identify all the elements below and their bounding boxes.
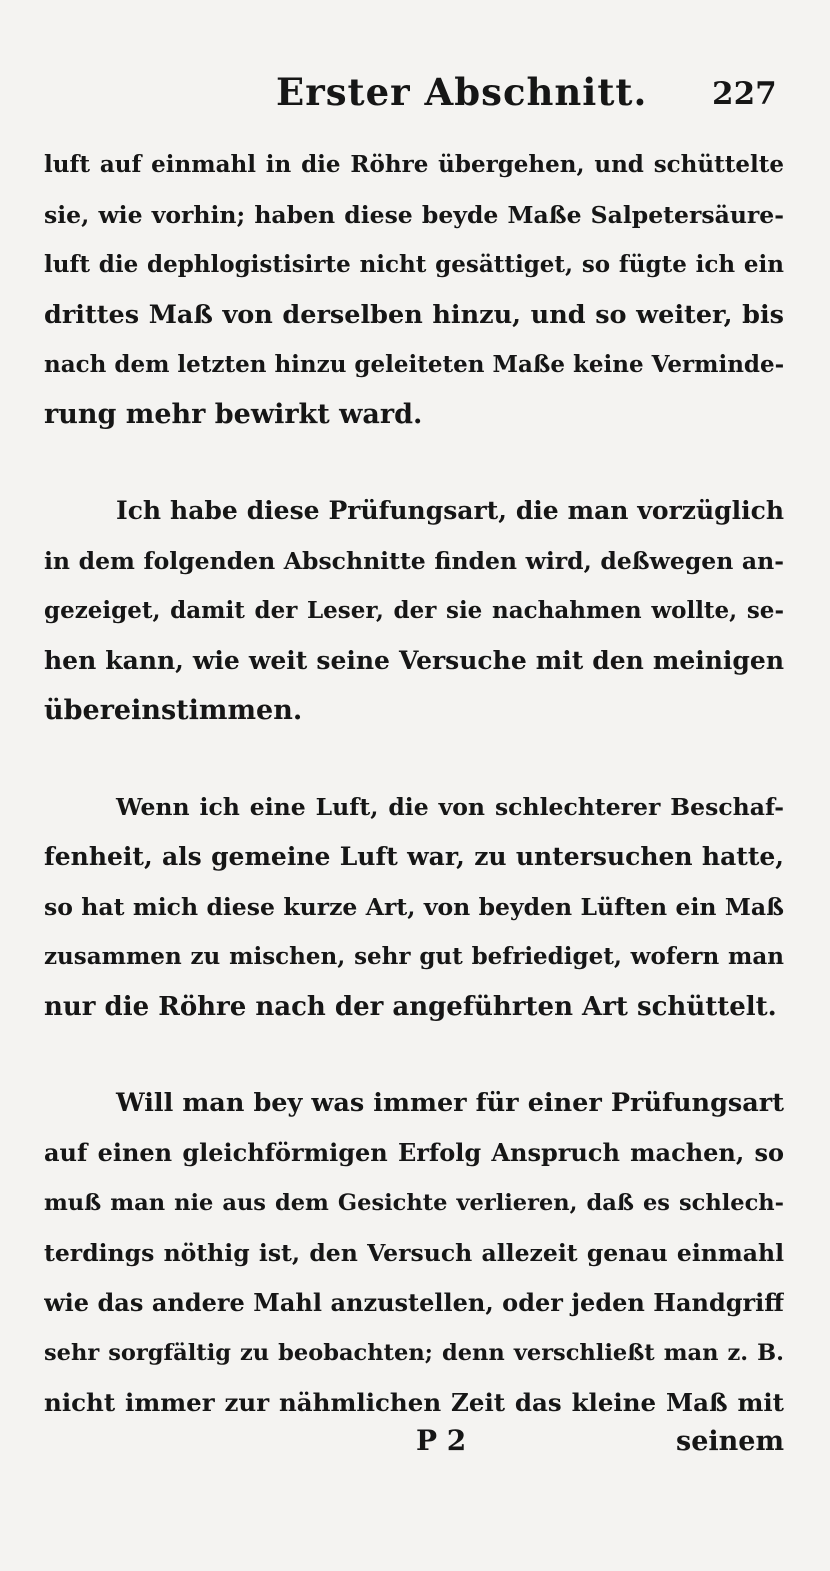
text-line: Will man bey was immer für einer Prüfungsart xyxy=(116,1088,784,1118)
text-line: Wenn ich eine Luft, die von schlechterer Beschaf- xyxy=(116,793,784,821)
text-line: wie das andere Mahl anzustellen, oder jeden Handgriff xyxy=(44,1288,784,1317)
text-line: gezeiget, damit der Leser, der sie nachahmen wollte, se- xyxy=(44,597,784,624)
page-header xyxy=(0,62,830,122)
text-line: terdings nöthig ist, den Versuch allezeit genau einmahl xyxy=(44,1239,784,1267)
signature-mark: P 2 xyxy=(416,1424,467,1457)
catchword: seinem xyxy=(676,1426,785,1457)
text-line: so hat mich diese kurze Art, von beyden Lüften ein Maß xyxy=(44,893,784,921)
text-line: muß man nie aus dem Gesichte verlieren, daß es schlech- xyxy=(44,1190,784,1216)
paragraph-2 xyxy=(44,486,784,736)
text-line: Ich habe diese Prüfungsart, die man vorzüglich xyxy=(116,496,784,525)
paragraph-1 xyxy=(44,140,784,440)
text-line: nur die Röhre nach der angeführten Art schüttelt. xyxy=(44,992,777,1022)
page-footer xyxy=(0,1420,830,1470)
text-line: nach dem letzten hinzu geleiteten Maße keine Verminde- xyxy=(44,351,784,378)
paragraph-gap xyxy=(44,736,784,782)
paragraph-gap xyxy=(44,1032,784,1078)
page-number: 227 xyxy=(712,76,777,112)
text-line: in dem folgenden Abschnitte finden wird, deßwegen an- xyxy=(44,547,784,575)
body-text xyxy=(44,140,784,1428)
text-line: fenheit, als gemeine Luft war, zu untersuchen hatte, xyxy=(44,842,784,871)
text-line: luft auf einmahl in die Röhre übergehen, und schüttelte xyxy=(44,151,784,178)
text-line: auf einen gleichförmigen Erfolg Anspruch machen, so xyxy=(44,1138,784,1167)
text-line: sehr sorgfältig zu beobachten; denn verschließt man z. B. xyxy=(44,1340,784,1366)
text-line: rung mehr bewirkt ward. xyxy=(44,399,423,430)
text-line: zusammen zu mischen, sehr gut befriediget, wofern man xyxy=(44,943,784,970)
text-line: sie, wie vorhin; haben diese beyde Maße Salpetersäure- xyxy=(44,201,784,229)
paragraph-3 xyxy=(44,782,784,1032)
paragraph-gap xyxy=(44,440,784,486)
text-line: nicht immer zur nähmlichen Zeit das kleine Maß mit xyxy=(44,1388,784,1417)
text-line: luft die dephlogistisirte nicht gesättiget, so fügte ich ein xyxy=(44,251,784,278)
text-line: hen kann, wie weit seine Versuche mit den meinigen xyxy=(44,646,784,675)
text-line: übereinstimmen. xyxy=(44,695,303,726)
running-head: Erster Abschnitt. xyxy=(276,70,648,114)
text-line: drittes Maß von derselben hinzu, und so weiter, bis xyxy=(44,300,784,330)
paragraph-4 xyxy=(44,1078,784,1428)
